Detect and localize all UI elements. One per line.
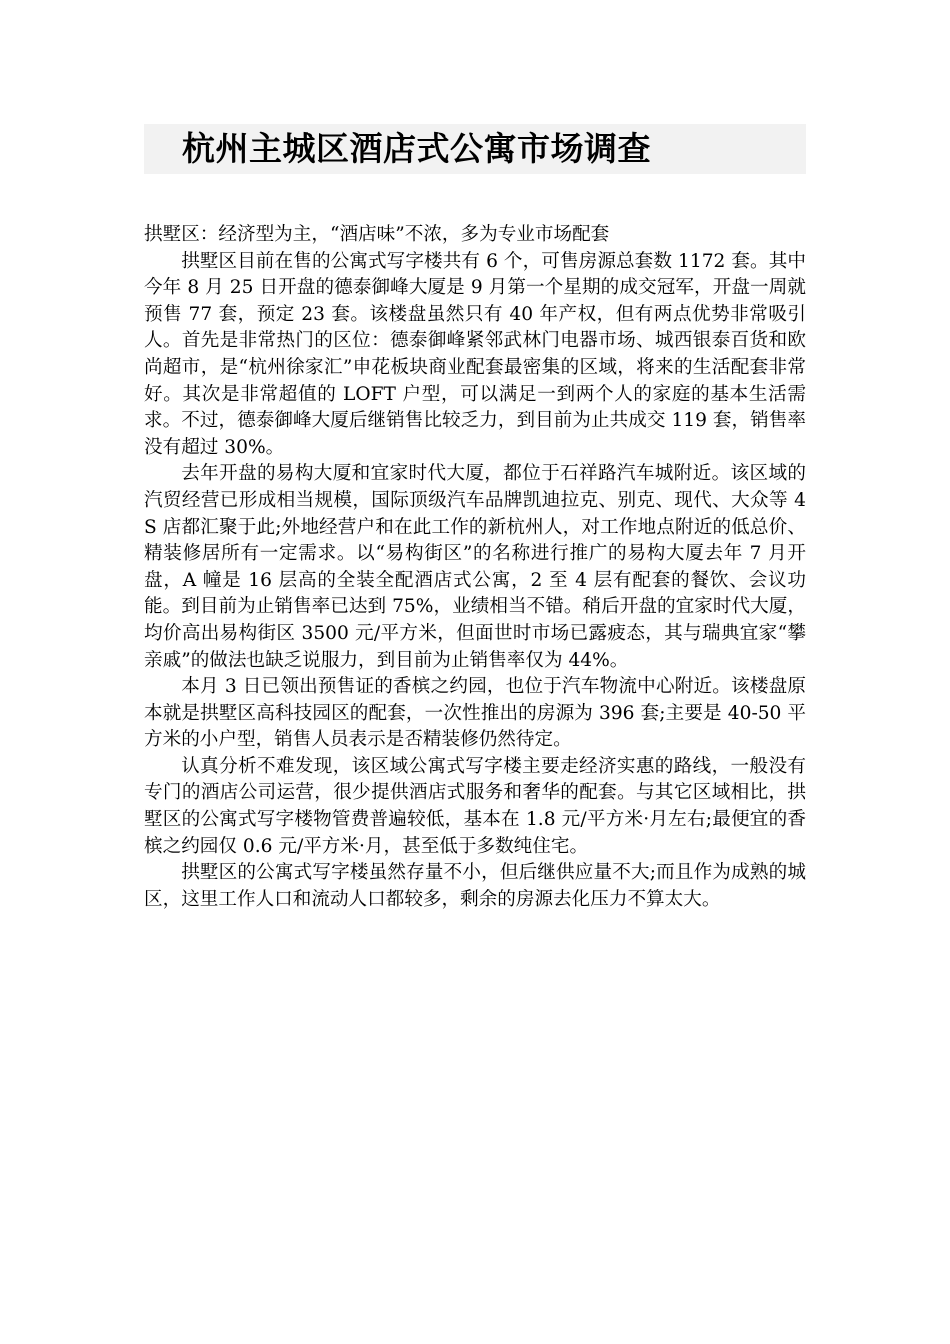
paragraph-1: 拱墅区目前在售的公寓式写字楼共有 6 个，可售房源总套数 1172 套。其中今年 8 月 25 日开盘的德泰御峰大厦是 9 月第一个星期的成交冠军，开盘一周就预售 77 套，预定 23 套。该楼盘虽然只有 40 年产权，但有两点优势非常吸引人。首先是非常热门的区位：德泰御峰紧邻武林门电器市场、城西银泰百货和欧尚超市，是“杭州徐家汇”申花板块商业配套最密集的区域，将来的生活配套非常好。其次是非常超值的 LOFT 户型，可以满足一到两个人的家庭的基本生活需求。不过，德泰御峰大厦后继销售比较乏力，到目前为止共成交 119 套，销售率没有超过 30%。	[144, 250, 806, 458]
document-title: 杭州主城区酒店式公寓市场调查	[182, 129, 651, 168]
paragraph-5: 拱墅区的公寓式写字楼虽然存量不小，但后继供应量不大;而且作为成熟的城区，这里工作人口和流动人口都较多，剩余的房源去化压力不算太大。	[144, 862, 806, 910]
paragraph-4: 认真分析不难发现，该区域公寓式写字楼主要走经济实惠的路线，一般没有专门的酒店公司运营，很少提供酒店式服务和奢华的配套。与其它区域相比，拱墅区的公寓式写字楼物管费普遍较低，基本在 1.8 元/平方米·月左右;最便宜的香槟之约园仅 0.6 元/平方米·月，甚至低于多数纯住宅。	[144, 755, 806, 857]
title-band	[144, 124, 806, 174]
section-heading: 拱墅区：经济型为主，“酒店味”不浓，多为专业市场配套	[144, 224, 610, 245]
document-page	[144, 124, 806, 913]
paragraph-2: 去年开盘的易构大厦和宜家时代大厦，都位于石祥路汽车城附近。该区域的汽贸经营已形成相当规模，国际顶级汽车品牌凯迪拉克、别克、现代、大众等 4S 店都汇聚于此;外地经营户和在此工作的新杭州人，对工作地点附近的低总价、精装修居所有一定需求。以“易构街区”的名称进行推广的易构大厦去年 7 月开盘，A 幢是 16 层高的全装全配酒店式公寓，2 至 4 层有配套的餐饮、会议功能。到目前为止销售率已达到 75%，业绩相当不错。稍后开盘的宜家时代大厦，均价高出易构街区 3500 元/平方米，但面世时市场已露疲态，其与瑞典宜家“攀亲戚”的做法也缺乏说服力，到目前为止销售率仅为 44%。	[144, 463, 806, 671]
paragraph-3: 本月 3 日已领出预售证的香槟之约园，也位于汽车物流中心附近。该楼盘原本就是拱墅区高科技园区的配套，一次性推出的房源为 396 套;主要是 40-50 平方米的小户型，销售人员表示是否精装修仍然待定。	[144, 676, 806, 751]
document-body	[144, 222, 806, 913]
